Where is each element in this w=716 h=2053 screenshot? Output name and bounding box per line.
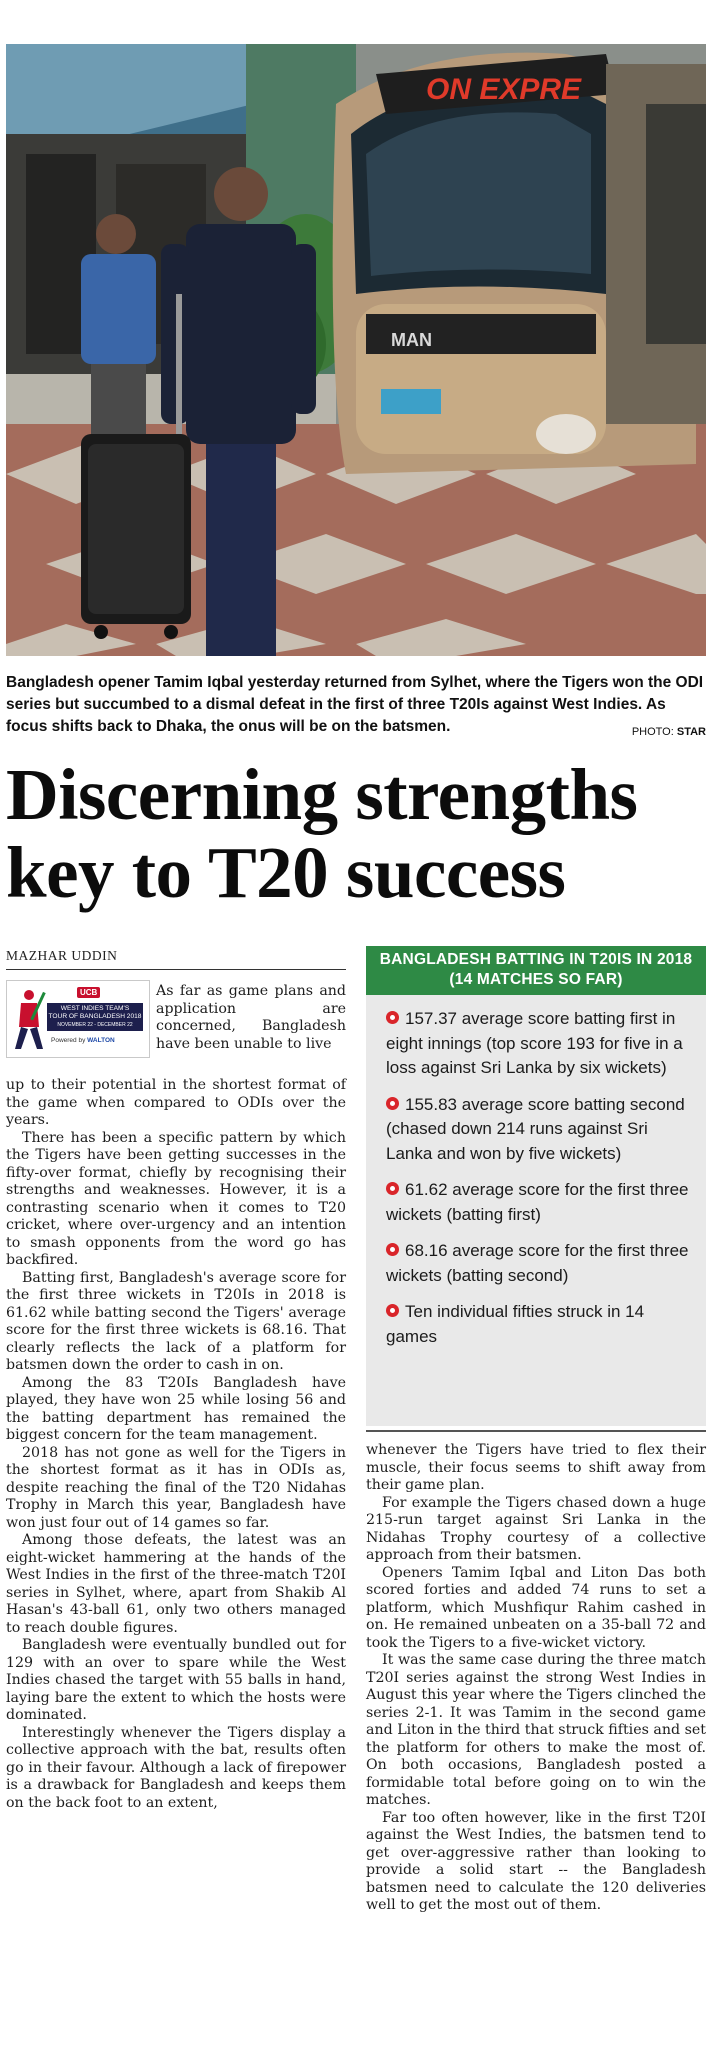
paragraph: Batting first, Bangladesh's average score for the first three wickets in T20Is in 2018 is 61.62 while batting second the Tigers' average score for the first three wickets is 68.16. That clearly reflects the lack of a platform for batsmen down the order to cash in on. bbox=[6, 1269, 346, 1373]
paragraph: Openers Tamim Iqbal and Liton Das both scored forties and added 74 runs to set a platform, which Mushfiqur Rahim cashed in on. He remained unbeaten on a 35-ball 72 and took the Tigers to a five-wicket victory. bbox=[366, 1564, 706, 1651]
bus-brand-text: MAN bbox=[391, 330, 432, 350]
stats-item: 61.62 average score for the first three wickets (batting first) bbox=[386, 1180, 689, 1224]
caption-text: Bangladesh opener Tamim Iqbal yesterday returned from Sylhet, where the Tigers won the ODI series but succumbed to a dismal defeat in the first of three T20Is against West Indies. As focus shifts back to Dhaka, the onus will be on the batsmen. bbox=[6, 674, 704, 735]
bullet-icon bbox=[386, 1243, 399, 1256]
sponsor-line: Powered by WALTON bbox=[51, 1037, 115, 1044]
paragraph: It was the same case during the three match T20I series against the strong West Indies in August this year where the Tigers clinched the series 2-1. It was Tamim in the second game and Liton in the third that struck fifties and set the platform for others to make the most of. On both occasions, Bangladesh posted a formidable total before going on to win the matches. bbox=[366, 1652, 706, 1808]
tour-banner: WEST INDIES TEAM'S TOUR OF BANGLADESH 2018 NOVEMBER 22 - DECEMBER 22 bbox=[47, 1003, 143, 1031]
byline: MAZHAR UDDIN bbox=[6, 948, 346, 970]
bullet-icon bbox=[386, 1011, 399, 1024]
news-photo bbox=[6, 44, 706, 656]
sidebar-divider bbox=[366, 1430, 706, 1432]
paragraph: Far too often however, like in the first T20I against the West Indies, the batsmen tend to get over-aggressive rather than looking to provide a solid start -- the Bangladesh batsmen need to calculate the 120 deliveries well to get the most out of them. bbox=[366, 1809, 706, 1913]
article-intro bbox=[156, 983, 346, 1053]
ucb-badge: UCB bbox=[77, 987, 100, 998]
intro-paragraph: As far as game plans and application are concerned, Bangladesh have been unable to live bbox=[156, 983, 346, 1052]
bullet-icon bbox=[386, 1182, 399, 1195]
stats-item: 157.37 average score batting first in eight innings (top score 193 for five in a loss against Sri Lanka by six wickets) bbox=[386, 1009, 683, 1077]
article-right-column bbox=[366, 1442, 706, 1915]
paragraph: whenever the Tigers have tried to flex their muscle, their focus seems to shift away from their game plan. bbox=[366, 1442, 706, 1493]
bullet-icon bbox=[386, 1097, 399, 1110]
photo-caption bbox=[6, 672, 706, 743]
cricketer-silhouette-icon bbox=[11, 987, 47, 1051]
paragraph: up to their potential in the shortest format of the game when compared to ODIs over the years. bbox=[6, 1077, 346, 1128]
stats-list bbox=[366, 995, 706, 1349]
paragraph: Among the 83 T20Is Bangladesh have played, they have won 25 while losing 56 and the batting department has remained the biggest concern for the team management. bbox=[6, 1374, 346, 1443]
article-left-column bbox=[6, 1077, 346, 1812]
stats-item: Ten individual fifties struck in 14 games bbox=[386, 1302, 645, 1346]
stats-item: 155.83 average score batting second (chased down 214 runs against Sri Lanka and won by five wickets) bbox=[386, 1094, 685, 1163]
paragraph: Bangladesh were eventually bundled out for 129 with an over to spare while the West Indies chased the target with 55 balls in hand, laying bare the extent to which the hosts were dominated. bbox=[6, 1637, 346, 1723]
paragraph: For example the Tigers chased down a huge 215-run target against Sri Lanka in the Nidahas Trophy courtesy of a collective approach from their batsmen. bbox=[366, 1494, 706, 1563]
headline bbox=[6, 756, 712, 912]
headline-line-1: Discerning strengths bbox=[6, 754, 638, 835]
paragraph: There has been a specific pattern by which the Tigers have been getting successes in the fifty-over format, chiefly by recognising their strengths and weaknesses. However, it is a contrasting scenario when it comes to T20 cricket, where over-urgency and an intention to smash opponents from the word go has backfired. bbox=[6, 1129, 346, 1268]
stats-item: 68.16 average score for the first three wickets (batting second) bbox=[386, 1241, 689, 1285]
bus-signboard-text: ON EXPRE bbox=[426, 73, 582, 106]
bullet-icon bbox=[386, 1304, 399, 1317]
series-logo bbox=[6, 980, 150, 1058]
stats-sidebar bbox=[366, 946, 706, 1426]
paragraph: Among those defeats, the latest was an eight-wicket hammering at the hands of the West Indies in the first of the three-match T20I series in Sylhet, where, apart from Shakib Al Hasan's 43-ball 61, only two others managed to reach double figures. bbox=[6, 1532, 346, 1636]
sidebar-title: BANGLADESH BATTING IN T20IS IN 2018 (14 MATCHES SO FAR) bbox=[366, 946, 706, 995]
headline-line-2: key to T20 success bbox=[6, 832, 566, 913]
paragraph: 2018 has not gone as well for the Tigers in the shortest format as it has in ODIs as, despite reaching the final of the T20 Nidahas Trophy in March this year, Bangladesh have won just four out of 14 games so far. bbox=[6, 1444, 346, 1531]
paragraph: Interestingly whenever the Tigers display a collective approach with the bat, results often go in their favour. Although a lack of firepower is a drawback for Bangladesh and keeps them on the back foot to an extent, bbox=[6, 1724, 346, 1811]
photo-credit: PHOTO: STAR bbox=[631, 726, 706, 738]
